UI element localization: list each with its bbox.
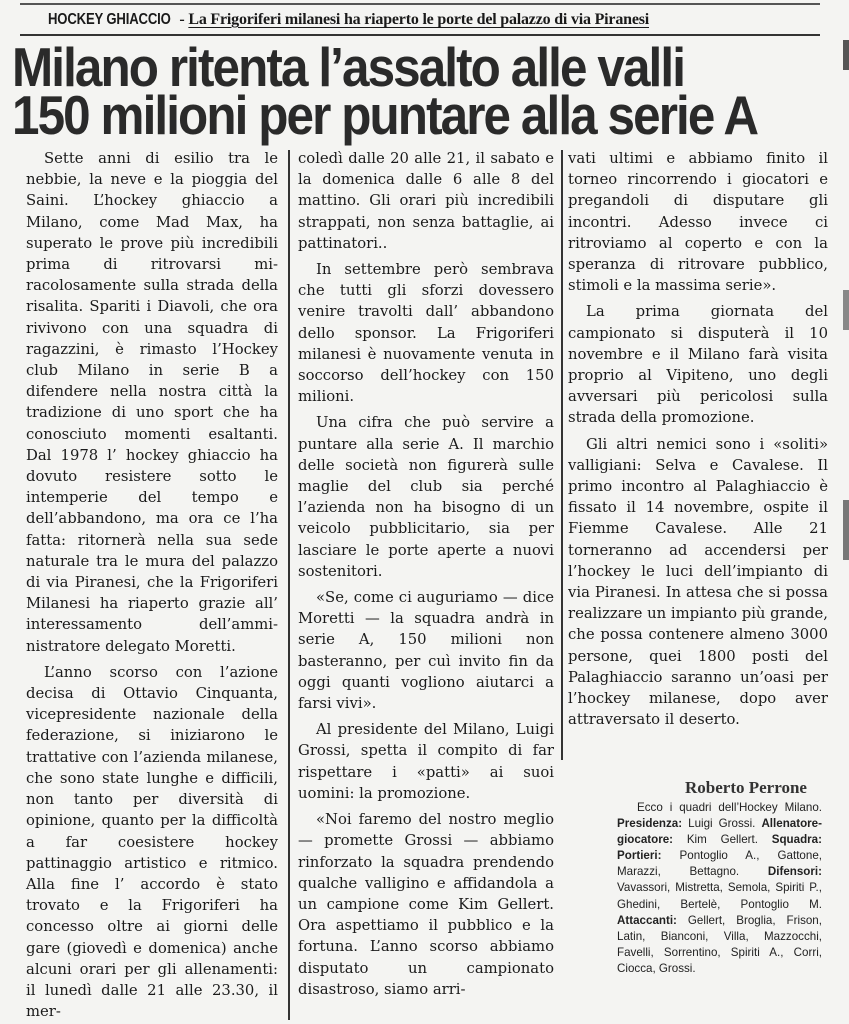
column-divider — [288, 150, 290, 1020]
paragraph: coledì dalle 20 alle 21, il sabato e la domenica dalle 6 alle 8 del mattino. Gli orari più incredibili strappati, non senza battaglie, ai pattinatori.. — [298, 150, 554, 252]
paragraph: In settembre però sembrava che tutti gli sforzi dovessero venire travolti dall’ abbandono dello sponsor. La Frigoriferi milanesi è nuovamente venuta in soccorso dell’hockey con 150 milioni. — [298, 261, 554, 406]
roster-intro: Ecco i quadri dell’Hockey Milano. — [637, 801, 822, 814]
roster-label-squadra: Squadra: — [771, 833, 822, 847]
paragraph: L’anno scorso con l’azione decisa di Ottavio Cinquanta, vicepresidente nazionale della federazione, si iniziarono le trattative con l’azienda milanese, che sono state lunghe e difficili, non tanto per diversità di opinione, quanto per la difficoltà a far coesistere hockey pattinaggio artistico e ritmico. Alla fine l’ accordo è stato trovato e la Frigoriferi ha concesso oltre ai giorni delle gare (giovedì e domenica) anche alcuni orari per gli allenamenti: il lunedì dalle 21 alle 23.30, il mer- — [26, 663, 278, 1021]
paragraph: Al presidente del Milano, Luigi Grossi, spetta il compito di far rispettare i «patti» ai suoi uomini: la promozione. — [298, 721, 554, 802]
roster-label-attaccanti: Attaccanti: — [617, 913, 677, 927]
paragraph: Gli altri nemici sono i «soliti» valligiani: Selva e Cavalese. Il primo incontro al Palaghiaccio è fissato il 14 novembre, ospite il Fiemme Cavalese. Alle 21 torneranno ad accendersi per l’hockey le luci dell’impianto di via Piranesi. In attesa che si possa realizzare un impianto più grande, che possa contenere almeno 3000 persone, quei 1800 posti del Palaghiaccio saranno un’oasi per l’hockey milanese, dopo aver attraversato il deserto. — [568, 435, 828, 729]
kicker — [48, 11, 808, 29]
kicker-text: La Frigoriferi milanesi ha riaperto le porte del palazzo di via Piranesi — [188, 11, 649, 28]
paragraph: Sette anni di esilio tra le nebbie, la neve e la pioggia del Saini. L’hockey ghiaccio a Milano, come Mad Max, ha superato le prove più incredibili prima di ritrovarsi miracolosamente sulla strada della risalita. Spariti i Diavoli, che ora rivivono con una squadra di ragazzini, è rimasto l’Hockey club Milano in serie B a difendere nella nostra città la tradizione di uno sport che ha conosciuto momenti esaltanti. Dal 1978 l’ hockey ghiaccio ha dovuto resistere sotto le intemperie del tempo e dell’abbandono, ma ora ce l’ha fatta: ritornerà nella sua sede naturale tra le mura del palazzo di via Piranesi, che la Frigoriferi Milanesi ha riaperto grazie all’ interessamento dell’amministratore delegato Moretti. — [26, 150, 278, 655]
top-rule — [20, 3, 820, 5]
roster-portieri: Pontoglio A., Gattone, Marazzi, Bettagno. — [617, 849, 822, 879]
kicker-separator: - — [175, 11, 189, 28]
roster-label-portieri: Portieri: — [617, 849, 662, 863]
roster-label-presidenza: Presidenza: — [617, 817, 683, 831]
scan-edge-mark — [843, 40, 849, 70]
headline — [12, 37, 842, 147]
kicker-rule — [20, 34, 820, 36]
scan-edge-mark — [843, 500, 849, 560]
paragraph: Una cifra che può servire a puntare alla serie A. Il marchio delle società non figurerà sulle maglie del club sia perché l’azienda non ha bisogno di un veicolo pubblicitario, sia per lasciare le porte aperte a nuovi sostenitori. — [298, 414, 554, 580]
roster-allenatore: Kim Gellert. — [686, 833, 758, 847]
roster-difensori: Vavassori, Mistretta, Semola, Spiriti P., Ghedini, Bertelè, Pontoglio M. — [617, 881, 822, 911]
team-roster-box — [617, 800, 822, 977]
scan-edge-mark — [843, 290, 849, 330]
paragraph: «Noi faremo del nostro meglio — promette Grossi — abbiamo rinforzato la squadra prendendo qualche valligino e affidandola a un campione come Kim Gellert. Ora aspettiamo il pubblico e la fortuna. L’anno scorso abbiamo disputato un campionato disastroso, siamo arri- — [298, 811, 554, 998]
article-column-3 — [568, 148, 828, 730]
section-label: HOCKEY GHIACCIO — [48, 11, 171, 28]
column-divider — [561, 150, 563, 760]
paragraph: La prima giornata del campionato si disputerà il 10 novembre e il Milano farà visita proprio al Vipiteno, uno degli avversari più pericolosi sulla strada della promozione. — [568, 303, 828, 427]
roster-attaccanti: Gellert, Broglia, Frison, Latin, Bianconi, Villa, Mazzocchi, Favelli, Sorrentino, Spiriti A., Corri, Ciocca, Grossi. — [617, 913, 822, 975]
headline-line-1: Milano ritenta l’assalto alle valli — [12, 37, 685, 99]
article-column-1 — [26, 148, 278, 1022]
roster-label-allenatore: Allenatore-giocatore: — [617, 817, 822, 847]
roster-presidenza: Luigi Grossi. — [688, 817, 756, 831]
article-column-2 — [298, 148, 554, 1000]
paragraph: «Se, come ci auguriamo — dice Moretti — la squadra andrà in serie A, 150 milioni non basteranno, per cuì invito fin da oggi quanti vogliono aiutarci a farsi vivi». — [298, 589, 554, 713]
paragraph: vati ultimi e abbiamo finito il torneo rincorrendo i giocatori e pregandoli di disputare gli incontri. Adesso invece ci ritroviamo al coperto e con la speranza di ritrovare pubblico, stimoli e la massima serie». — [568, 150, 828, 295]
headline-line-2: 150 milioni per puntare alla serie A — [12, 85, 758, 147]
byline: Roberto Perrone — [685, 778, 807, 797]
roster-label-difensori: Difensori: — [767, 865, 822, 879]
